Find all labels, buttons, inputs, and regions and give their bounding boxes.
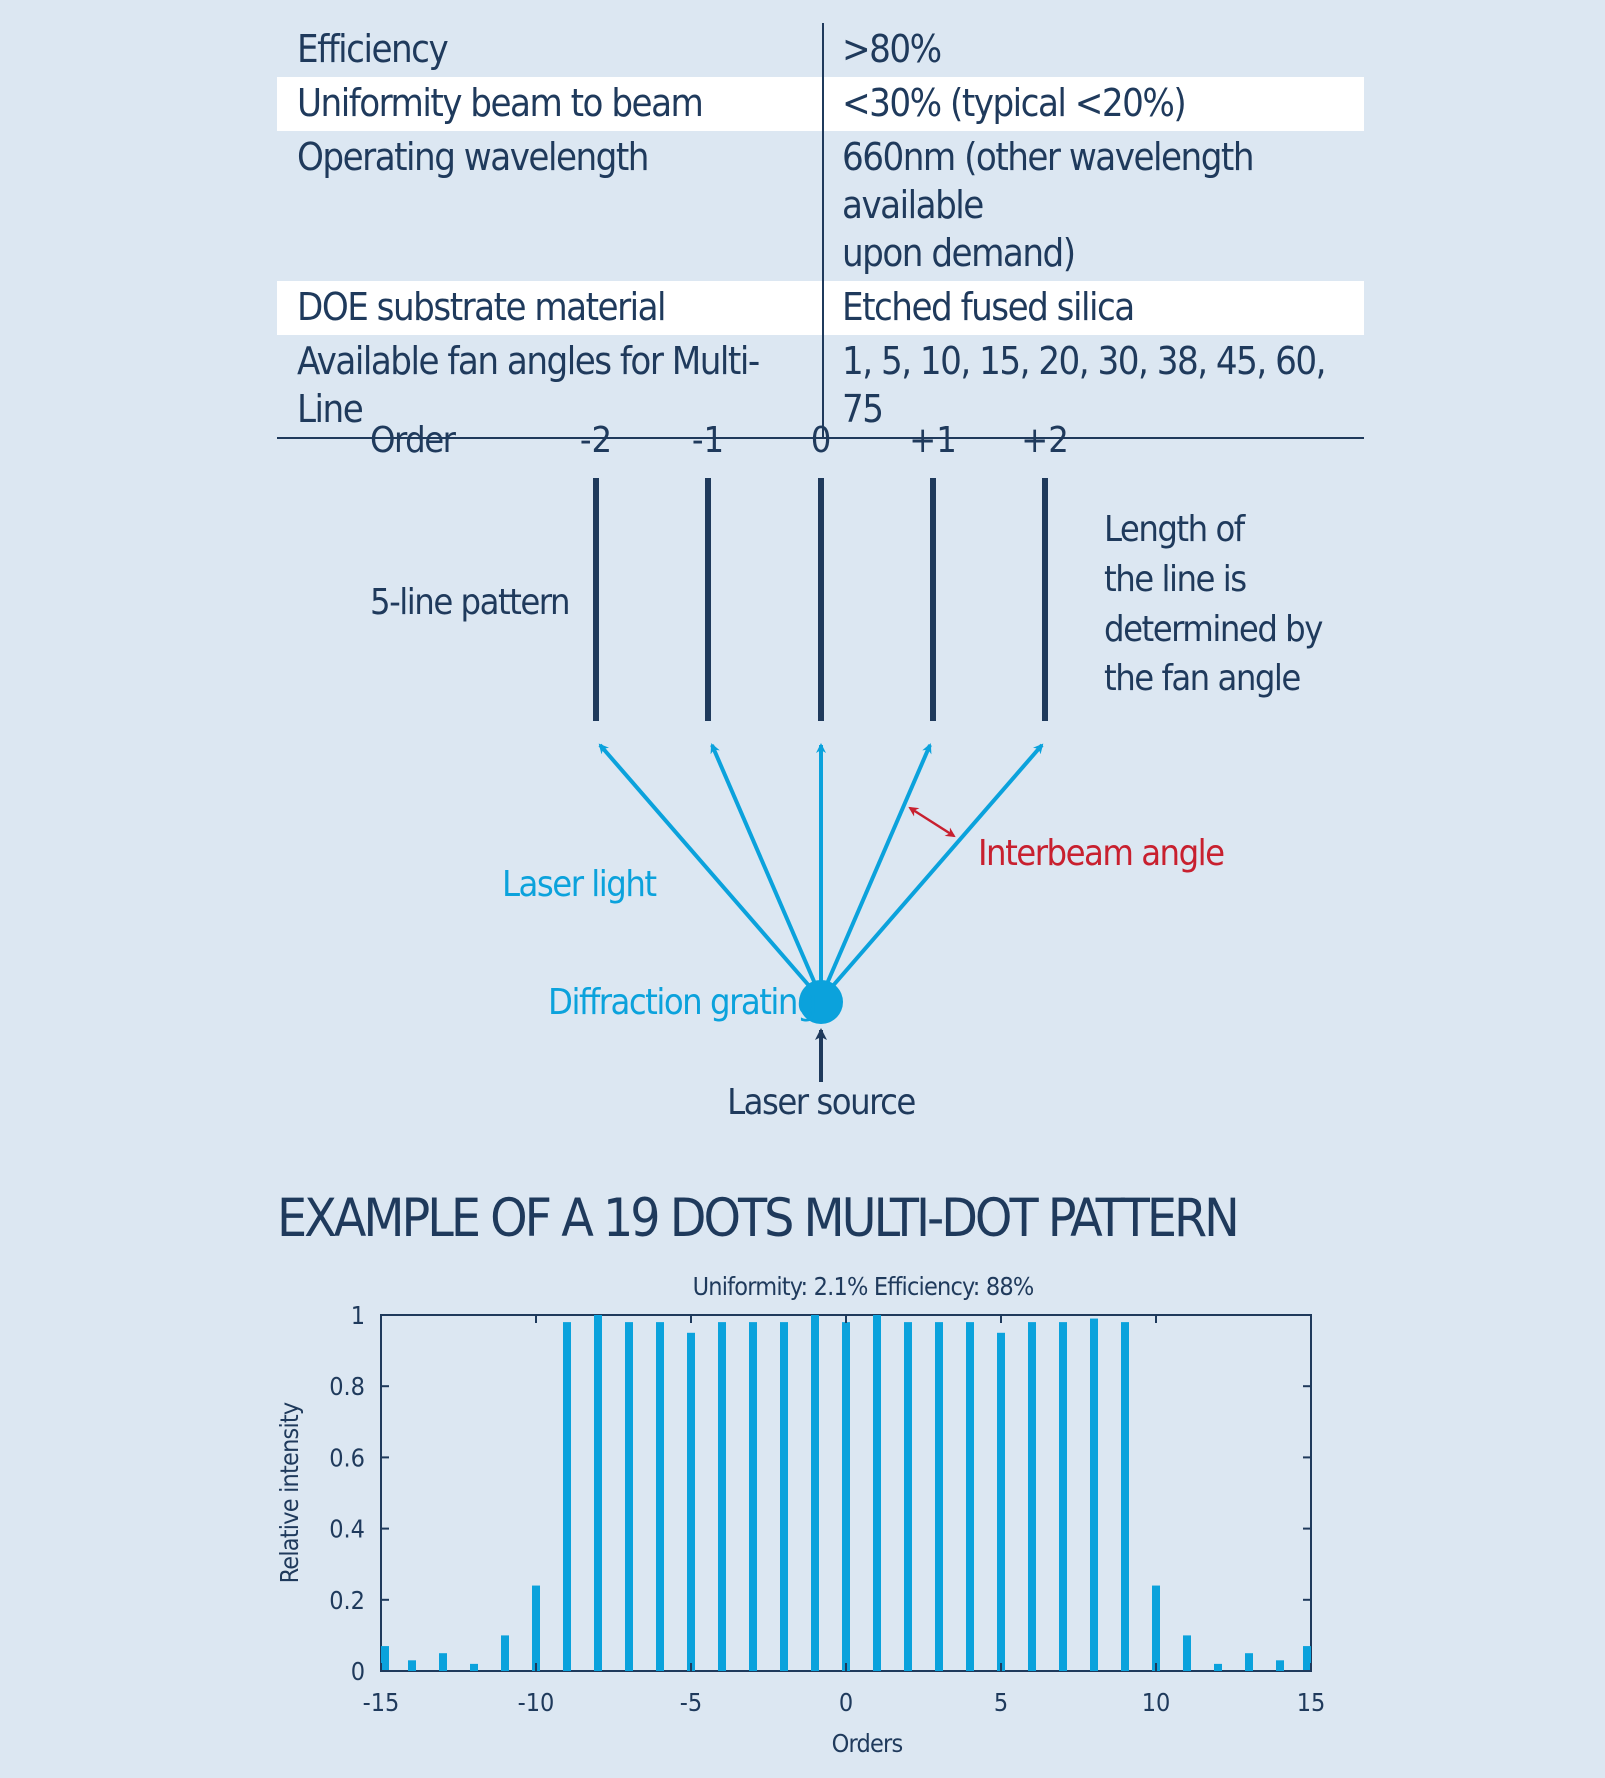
x-tick-label: 10 <box>1141 1688 1171 1717</box>
length-note-line-2: the line is <box>1104 559 1246 600</box>
length-note-line-4: the fan angle <box>1104 658 1300 699</box>
spec-row <box>277 131 1364 281</box>
section-title: EXAMPLE OF A 19 DOTS MULTI-DOT PATTERN <box>277 1188 1237 1249</box>
five-line-diffraction-diagram <box>0 400 1605 1140</box>
table-column-divider <box>822 23 824 437</box>
spec-row <box>277 23 1364 77</box>
spec-value: <30% (typical <20%) <box>842 81 1186 125</box>
bar-order--6 <box>656 1322 664 1671</box>
bar-order-9 <box>1121 1322 1129 1671</box>
spec-parameter: Available fan angles for Multi-Line <box>297 339 759 431</box>
bar-order-4 <box>966 1322 974 1671</box>
bar-order--15 <box>381 1646 389 1671</box>
bar-order--13 <box>439 1653 447 1671</box>
bar-order--12 <box>470 1664 478 1671</box>
bar-order--11 <box>501 1635 509 1671</box>
y-tick-label: 0.8 <box>329 1372 365 1402</box>
y-tick-label: 0.4 <box>329 1514 365 1544</box>
spec-row <box>277 281 1364 335</box>
y-tick-label: 0.2 <box>329 1585 365 1615</box>
x-tick-label: -10 <box>517 1688 555 1717</box>
x-axis-label: Orders <box>831 1729 903 1758</box>
spec-row <box>277 77 1364 131</box>
spec-parameter: Uniformity beam to beam <box>297 81 703 125</box>
length-note-line-1: Length of <box>1104 509 1244 550</box>
order-label-0: 0 <box>810 420 832 461</box>
laser-light-label: Laser light <box>502 864 656 905</box>
bar-order--5 <box>687 1333 695 1671</box>
bar-order-8 <box>1090 1319 1098 1671</box>
bar-order--9 <box>563 1322 571 1671</box>
bar-order--2 <box>780 1322 788 1671</box>
bar-order-7 <box>1059 1322 1067 1671</box>
bar-series <box>381 1315 1311 1671</box>
order-label-plus-1: +1 <box>909 420 957 461</box>
x-tick-label: -15 <box>362 1688 400 1717</box>
bar-order--4 <box>718 1322 726 1671</box>
bar-order--1 <box>811 1315 819 1671</box>
multi-dot-pattern-chart <box>0 1260 1605 1778</box>
y-tick-label: 0 <box>350 1657 365 1686</box>
bar-order-10 <box>1152 1586 1160 1671</box>
bar-order--3 <box>749 1322 757 1671</box>
x-tick-label: 5 <box>993 1688 1009 1717</box>
spec-table <box>277 23 1364 437</box>
spec-parameter: Operating wavelength <box>297 135 648 179</box>
bar-order-15 <box>1303 1646 1311 1671</box>
bar-order-14 <box>1276 1660 1284 1671</box>
x-tick-label: 0 <box>838 1688 854 1717</box>
bar-order--8 <box>594 1315 602 1671</box>
bar-order--14 <box>408 1660 416 1671</box>
y-axis-ticks <box>329 1301 1311 1686</box>
bar-order-11 <box>1183 1635 1191 1671</box>
laser-source-label: Laser source <box>727 1082 915 1123</box>
bar-order-5 <box>997 1333 1005 1671</box>
chart-title: Uniformity: 2.1% Efficiency: 88% <box>692 1272 1034 1301</box>
spec-value: >80% <box>842 27 941 71</box>
spec-value: Etched fused silica <box>842 285 1134 329</box>
beam-minus-1 <box>712 745 816 986</box>
y-tick-label: 1 <box>350 1301 365 1330</box>
bar-order-13 <box>1245 1653 1253 1671</box>
y-tick-label: 0.6 <box>329 1443 365 1473</box>
bar-order--10 <box>532 1586 540 1671</box>
y-axis-label: Relative intensity <box>275 1402 304 1584</box>
spec-rows <box>277 23 1364 437</box>
bar-order-3 <box>935 1322 943 1671</box>
length-note-line-3: determined by <box>1104 609 1322 650</box>
bar-order-0 <box>842 1322 850 1671</box>
order-heading: Order <box>370 420 455 461</box>
beam-plus-1 <box>826 745 930 986</box>
bar-order--7 <box>625 1322 633 1671</box>
bar-order-1 <box>873 1315 881 1671</box>
bar-order-12 <box>1214 1664 1222 1671</box>
diffraction-grating-label: Diffraction grating <box>548 982 817 1023</box>
spec-value: 1, 5, 10, 15, 20, 30, 38, 45, 60, 75 <box>842 339 1325 431</box>
x-tick-label: 15 <box>1296 1688 1326 1717</box>
x-tick-label: -5 <box>679 1688 703 1717</box>
interbeam-angle-arrow <box>910 808 954 836</box>
bar-order-6 <box>1028 1322 1036 1671</box>
spec-parameter: DOE substrate material <box>297 285 666 329</box>
pattern-label: 5-line pattern <box>370 582 569 623</box>
order-label-minus-2: -2 <box>579 420 613 461</box>
interbeam-angle-label: Interbeam angle <box>978 833 1224 874</box>
bar-order-2 <box>904 1322 912 1671</box>
spec-value: 660nm (other wavelength available upon demand) <box>842 135 1253 275</box>
spec-parameter: Efficiency <box>297 27 448 71</box>
order-label-minus-1: -1 <box>691 420 725 461</box>
order-label-plus-2: +2 <box>1021 420 1069 461</box>
